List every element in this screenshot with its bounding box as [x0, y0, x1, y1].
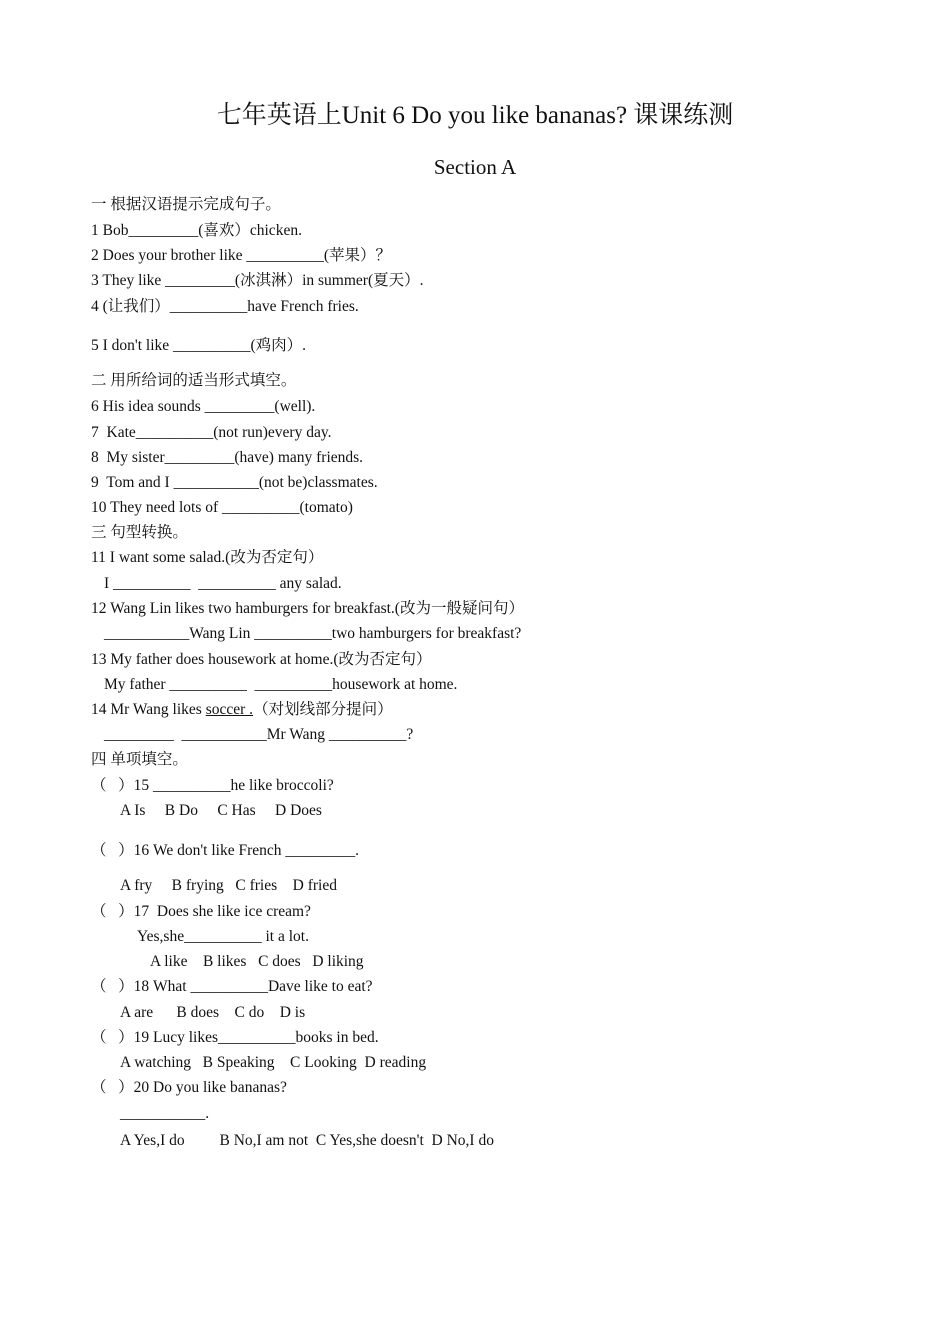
text-line [91, 650, 432, 670]
line-text: （ ）18 What __________Dave like to eat? [91, 978, 373, 995]
line-text: ___________Wang Lin __________two hamburgers for breakfast? [104, 625, 522, 642]
line-text: 二 用所给词的适当形式填空。 [91, 372, 297, 389]
text-line [91, 1078, 287, 1098]
text-line [91, 750, 188, 770]
line-text: 12 Wang Lin likes two hamburgers for breakfast.(改为一般疑问句） [91, 600, 524, 617]
line-text: 5 I don't like __________(鸡肉）. [91, 337, 307, 354]
text-line [91, 448, 363, 468]
text-line [120, 1053, 426, 1073]
line-text: （ ）17 Does she like ice cream? [91, 903, 311, 920]
line-text: 14 Mr Wang likes [91, 701, 206, 718]
line-instruction: （对划线部分提问） [253, 701, 393, 718]
text-line [120, 1131, 494, 1151]
line-text: A are B does C do D is [120, 1004, 306, 1021]
text-line [91, 523, 188, 543]
text-line [120, 876, 337, 896]
text-line [91, 297, 359, 317]
text-line [120, 1003, 305, 1023]
line-text: A fry B frying C fries D fried [120, 877, 337, 894]
underlined-text: soccer . [205, 701, 254, 718]
line-text: 3 They like _________(冰淇淋）in summer(夏天）. [91, 272, 424, 289]
text-line [91, 423, 331, 443]
text-line [104, 675, 457, 695]
line-text: A Is B Do C Has D Does [120, 802, 322, 819]
page-title: 七年英语上Unit 6 Do you like bananas? 课课练测 [216, 102, 734, 129]
line-text: （ ）15 __________he like broccoli? [91, 777, 334, 794]
line-text: 10 They need lots of __________(tomato) [91, 499, 353, 516]
text-line [91, 902, 311, 922]
line-text: 6 His idea sounds _________(well). [91, 398, 316, 415]
line-text: 13 My father does housework at home.(改为否定句） [91, 651, 432, 668]
line-text: （ ）20 Do you like bananas? [91, 1079, 287, 1096]
text-line [91, 371, 296, 391]
text-line [91, 271, 424, 291]
text-line [91, 498, 353, 518]
text-line [91, 776, 334, 796]
line-text: （ ）19 Lucy likes__________books in bed. [91, 1029, 379, 1046]
line-text: A Yes,I do B No,I am not C Yes,she doesn't D No,I do [120, 1132, 494, 1149]
text-line [91, 700, 393, 720]
text-line [91, 841, 359, 861]
line-text: 2 Does your brother like __________(苹果）？ [91, 247, 392, 264]
text-line [91, 1028, 379, 1048]
text-line [91, 221, 302, 241]
line-text: 一 根据汉语提示完成句子。 [91, 196, 281, 213]
text-line [150, 952, 364, 972]
line-text: 11 I want some salad.(改为否定句） [91, 549, 324, 566]
line-text: A watching B Speaking C Looking D reading [120, 1054, 427, 1071]
line-text: 9 Tom and I ___________(not be)classmates. [91, 474, 378, 491]
line-text: Yes,she__________ it a lot. [137, 928, 309, 945]
line-text: 四 单项填空。 [91, 751, 188, 768]
line-text: （ ）16 We don't like French _________. [91, 842, 360, 859]
line-text: 三 句型转换。 [91, 524, 188, 541]
text-line [137, 927, 309, 947]
text-line [91, 336, 306, 356]
text-line [104, 574, 342, 594]
text-line [91, 195, 281, 215]
text-line [91, 599, 524, 619]
text-line [91, 397, 315, 417]
line-text: A like B likes C does D liking [150, 953, 364, 970]
text-line [91, 548, 323, 568]
text-line [120, 1104, 209, 1124]
text-line [120, 801, 322, 821]
line-text: My father __________ __________housework at home. [104, 676, 458, 693]
text-line [104, 624, 521, 644]
line-text: _________ ___________Mr Wang __________? [104, 726, 414, 743]
text-line [104, 725, 413, 745]
line-text: 1 Bob_________(喜欢）chicken. [91, 222, 302, 239]
line-text: 4 (让我们）__________have French fries. [91, 298, 359, 315]
text-line [91, 977, 373, 997]
line-text: 8 My sister_________(have) many friends. [91, 449, 364, 466]
text-line [91, 246, 391, 266]
line-text: 7 Kate__________(not run)every day. [91, 424, 332, 441]
line-text: I __________ __________ any salad. [104, 575, 342, 592]
section-title: Section A [433, 155, 517, 179]
line-text: ___________. [120, 1105, 210, 1122]
text-line [91, 473, 378, 493]
